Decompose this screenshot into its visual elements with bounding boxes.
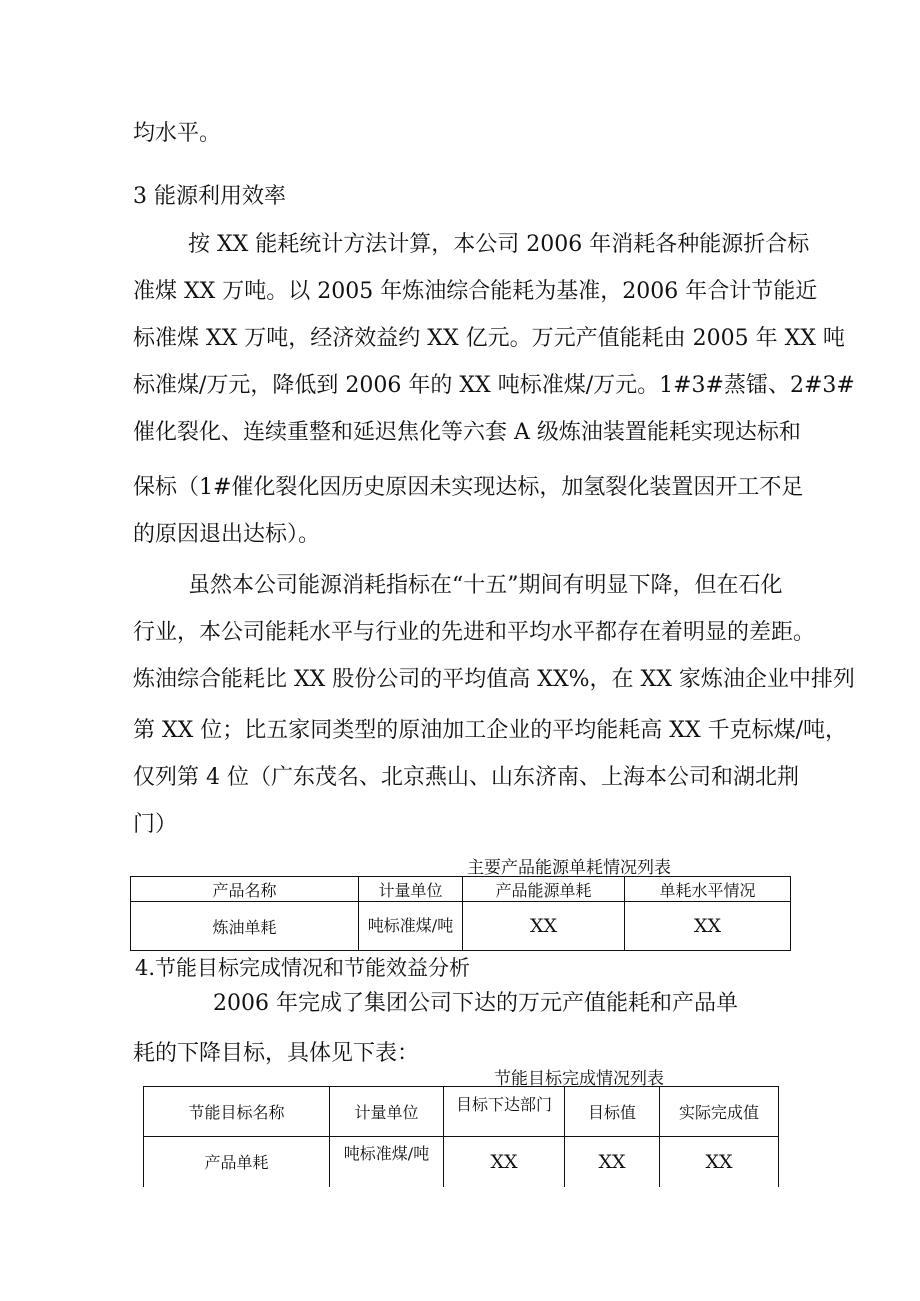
header-cell: 目标值 [565, 1087, 660, 1137]
table-header-row [131, 877, 791, 902]
table2-caption: 节能目标完成情况列表 [494, 1069, 664, 1089]
table-cell: XX [463, 902, 625, 951]
table-row [144, 1137, 779, 1187]
header-cell: 目标下达部门 [444, 1087, 565, 1137]
header-cell: 节能目标名称 [144, 1087, 330, 1137]
header-cell: 产品名称 [131, 877, 359, 902]
table-cell: 吨标准煤/吨 [359, 902, 463, 951]
table-cell: XX [625, 902, 791, 951]
text-line: 的原因退出达标）。 [133, 522, 321, 547]
header-cell: 单耗水平情况 [625, 877, 791, 902]
table-cell: XX [660, 1137, 779, 1187]
table-cell: 吨标准煤/吨 [330, 1137, 444, 1187]
section-heading-3: 3 能源利用效率 [133, 184, 286, 209]
header-cell: 产品能源单耗 [463, 877, 625, 902]
table1-caption: 主要产品能源单耗情况列表 [467, 858, 671, 878]
text-line: 催化裂化、连续重整和延迟焦化等六套 A 级炼油装置能耗实现达标和 [133, 420, 801, 445]
text-line: 行业，本公司能耗水平与行业的先进和平均水平都存在着明显的差距。 [133, 620, 816, 645]
table-cell: XX [565, 1137, 660, 1187]
text-line: 虽然本公司能源消耗指标在“十五”期间有明显下降，但在石化 [188, 573, 783, 598]
table-cell: 炼油单耗 [131, 902, 359, 951]
text-line: 标准煤 XX 万吨，经济效益约 XX 亿元。万元产值能耗由 2005 年 XX 吨 [133, 326, 845, 351]
table-cell: XX [444, 1137, 565, 1187]
text-line: 门） [133, 812, 178, 837]
text-line: 仅列第 4 位（广东茂名、北京燕山、山东济南、上海本公司和湖北荆 [133, 765, 799, 790]
header-cell: 计量单位 [359, 877, 463, 902]
table-header-row [144, 1087, 779, 1137]
section-heading-4: 4.节能目标完成情况和节能效益分析 [135, 956, 471, 980]
table-cell: 产品单耗 [144, 1137, 330, 1187]
header-cell: 计量单位 [330, 1087, 444, 1137]
text-line: 标准煤/万元，降低到 2006 年的 XX 吨标准煤/万元。1#3#蒸镭、2#3# [133, 373, 855, 398]
paragraph-end-text: 均水平。 [133, 121, 222, 146]
table-row [131, 902, 791, 951]
text-line: 第 XX 位；比五家同类型的原油加工企业的平均能耗高 XX 千克标煤/吨， [133, 718, 848, 743]
target-completion-table [143, 1086, 779, 1187]
product-energy-table [130, 876, 791, 951]
text-line: 炼油综合能耗比 XX 股份公司的平均值高 XX%，在 XX 家炼油企业中排列 [133, 667, 855, 692]
text-line: 2006 年完成了集团公司下达的万元产值能耗和产品单 [213, 991, 738, 1016]
text-line: 保标（1#催化裂化因历史原因未实现达标，加氢裂化装置因开工不足 [133, 475, 804, 500]
text-line: 按 XX 能耗统计方法计算，本公司 2006 年消耗各种能源折合标 [188, 232, 810, 257]
text-line: 准煤 XX 万吨。以 2005 年炼油综合能耗为基准，2006 年合计节能近 [133, 279, 818, 304]
text-line: 耗的下降目标，具体见下表： [133, 1041, 420, 1066]
header-cell: 实际完成值 [660, 1087, 779, 1137]
